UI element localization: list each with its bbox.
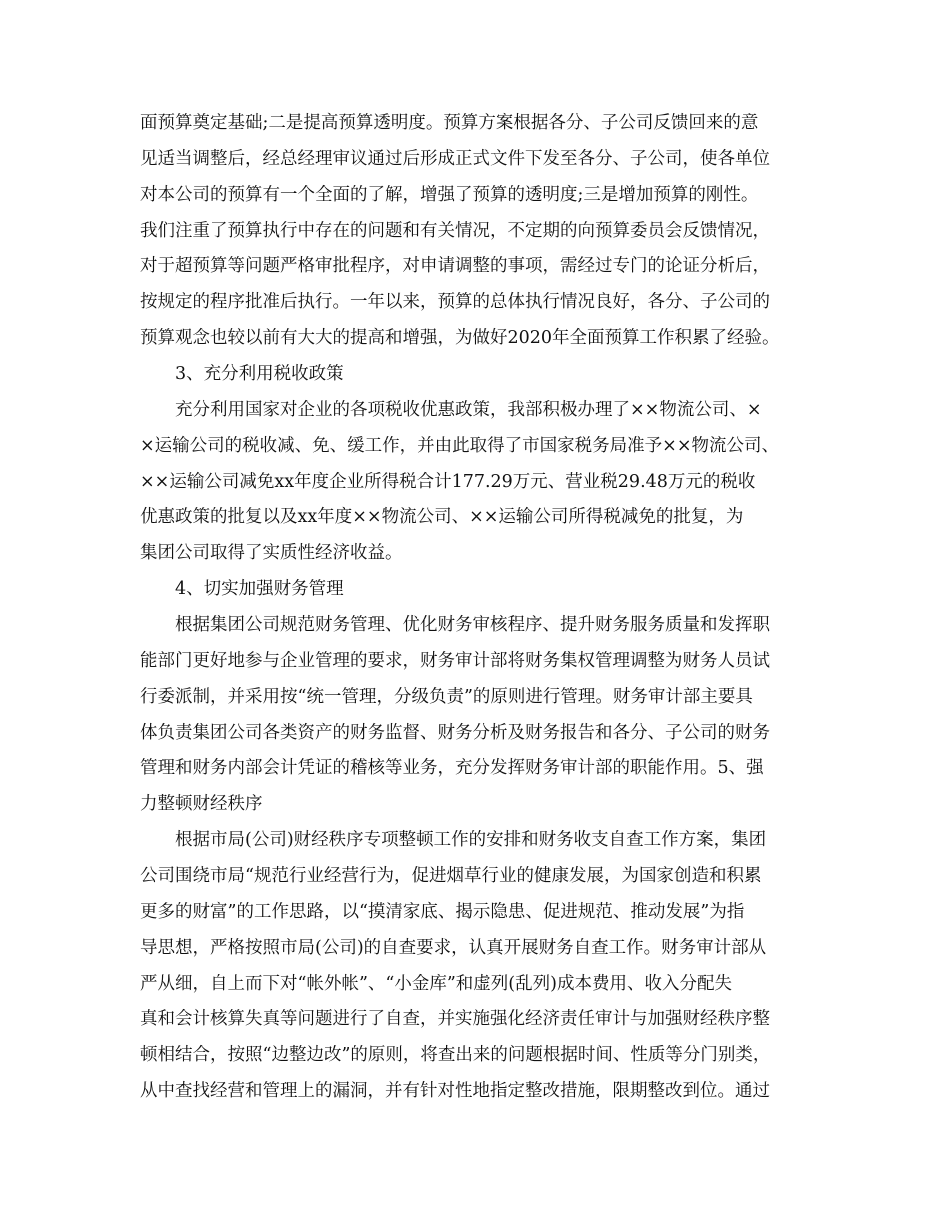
text-line: 严从细，自上而下对“帐外帐”、“小金库”和虚列(乱列)成本费用、收入分配失	[140, 974, 732, 994]
text-line: 根据集团公司规范财务管理、优化财务审核程序、提升财务服务质量和发挥职	[175, 615, 770, 635]
text-line: 体负责集团公司各类资产的财务监督、财务分析及财务报告和各分、子公司的财务	[140, 723, 770, 743]
text-line: 更多的财富”的工作思路，以“摸清家底、揭示隐患、促进规范、推动发展”为指	[140, 902, 745, 922]
text-line: 导思想，严格按照市局(公司)的自查要求，认真开展财务自查工作。财务审计部从	[140, 938, 767, 958]
text-line: ××运输公司减免xx年度企业所得税合计177.29万元、营业税29.48万元的税收	[140, 472, 756, 492]
text-line: 行委派制，并采用按“统一管理，分级负责”的原则进行管理。财务审计部主要具	[140, 687, 753, 707]
text-line: 对本公司的预算有一个全面的了解，增强了预算的透明度;三是增加预算的刚性。	[140, 185, 759, 205]
text-line: 我们注重了预算执行中存在的问题和有关情况，不定期的向预算委员会反馈情况，	[140, 221, 770, 241]
text-line: 按规定的程序批准后执行。一年以来，预算的总体执行情况良好，各分、子公司的	[140, 292, 770, 312]
text-line: 管理和财务内部会计凭证的稽核等业务，充分发挥财务审计部的职能作用。5、强	[140, 758, 764, 778]
text-line: 根据市局(公司)财经秩序专项整顿工作的安排和财务收支自查工作方案，集团	[175, 830, 767, 850]
text-line: 真和会计核算失真等问题进行了自查，并实施强化经济责任审计与加强财经秩序整	[140, 1009, 770, 1029]
text-line: 面预算奠定基础;二是提高预算透明度。预算方案根据各分、子公司反馈回来的意	[140, 113, 759, 133]
section-heading: 3、充分利用税收政策	[175, 364, 344, 384]
text-line: 从中查找经营和管理上的漏洞，并有针对性地指定整改措施，限期整改到位。通过	[140, 1081, 770, 1101]
section-heading: 4、切实加强财务管理	[175, 579, 344, 599]
text-line: 公司围绕市局“规范行业经营行为，促进烟草行业的健康发展，为国家创造和积累	[140, 866, 762, 886]
text-line: 见适当调整后，经总经理审议通过后形成正式文件下发至各分、子公司，使各单位	[140, 149, 770, 169]
text-line: 力整顿财经秩序	[140, 794, 263, 814]
text-line: 对于超预算等问题严格审批程序，对申请调整的事项，需经过专门的论证分析后，	[140, 256, 770, 276]
text-line: 集团公司取得了实质性经济收益。	[140, 543, 403, 563]
text-line: 充分利用国家对企业的各项税收优惠政策，我部积极办理了××物流公司、×	[175, 400, 762, 420]
text-line: 顿相结合，按照“边整边改”的原则，将查出来的问题根据时间、性质等分门别类，	[140, 1045, 771, 1065]
text-line: ×运输公司的税收减、免、缓工作，并由此取得了市国家税务局准予××物流公司、	[140, 436, 779, 456]
text-line: 预算观念也较以前有大大的提高和增强，为做好2020年全面预算工作积累了经验。	[140, 328, 780, 348]
text-line: 优惠政策的批复以及xx年度××物流公司、××运输公司所得税减免的批复，为	[140, 507, 744, 527]
text-line: 能部门更好地参与企业管理的要求，财务审计部将财务集权管理调整为财务人员试	[140, 651, 770, 671]
